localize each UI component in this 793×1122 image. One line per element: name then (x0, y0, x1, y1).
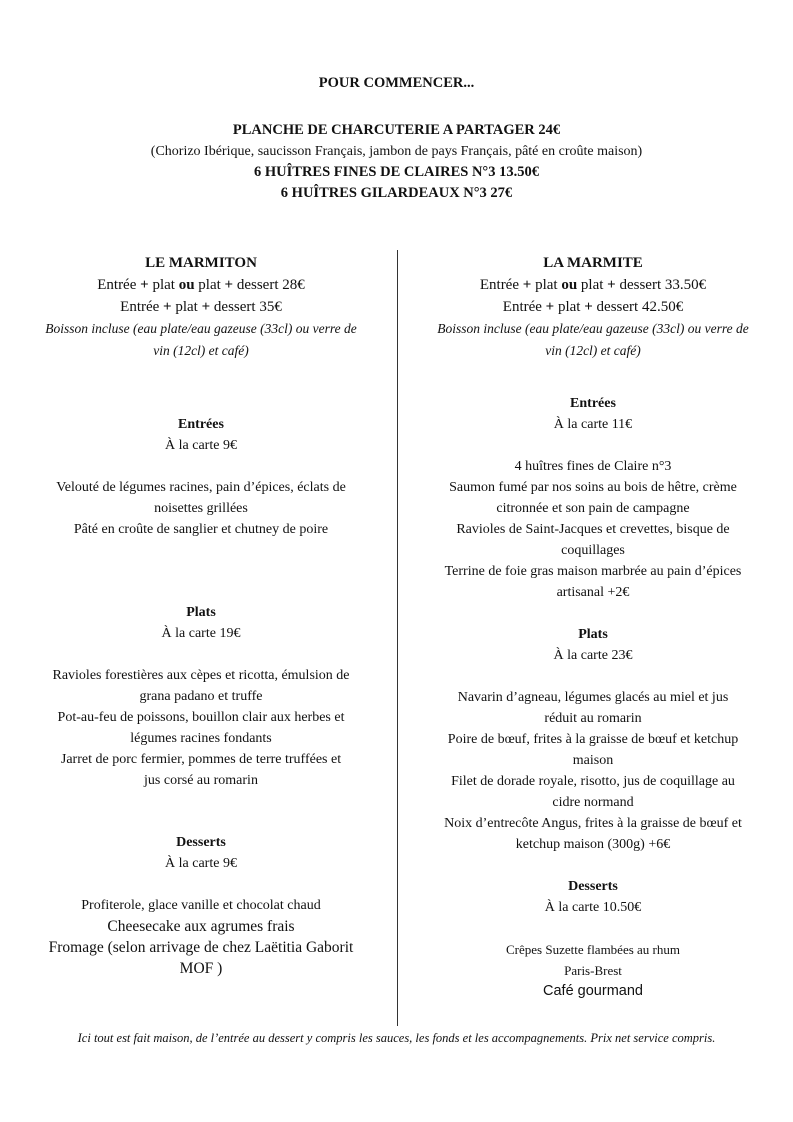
list-item: Saumon fumé par nos soins au bois de hêtre, crème (449, 480, 737, 495)
formula-price: dessert 33.50€ (619, 277, 707, 293)
formula-word: plat (557, 299, 581, 315)
list-item: Cheesecake aux agrumes frais (107, 918, 295, 935)
list-item: Noix d’entrecôte Angus, frites à la graisse de bœuf et (444, 816, 742, 831)
marmite-title: LA MARMITE (543, 255, 643, 271)
list-item: Poire de bœuf, frites à la graisse de bœuf et ketchup (447, 732, 739, 747)
formula-word: Entrée (479, 277, 519, 293)
list-item: artisanal +2€ (556, 585, 630, 600)
marmite-plats-head: Plats (578, 627, 608, 642)
list-item: Pâté en croûte de sanglier et chutney de poire (73, 522, 329, 537)
list-item: MOF ) (179, 960, 223, 977)
marmite-formula-2 (420, 296, 766, 318)
formula-or: ou (178, 277, 195, 293)
list-item: Fromage (selon arrivage de chez Laëtitia Gaborit (48, 939, 354, 956)
oysters-gilardeaux-line: 6 HUÎTRES GILARDEAUX N°3 27€ (280, 185, 513, 201)
list-item: jus corsé au romarin (144, 773, 258, 788)
formula-plus: + (607, 277, 616, 293)
list-item: Café gourmand (543, 983, 643, 999)
marmiton-formula-1 (26, 274, 376, 296)
marmiton-entrees-price: À la carte 9€ (165, 438, 237, 453)
column-divider (397, 250, 398, 1026)
marmiton-drink-line-1: Boisson incluse (eau plate/eau gazeuse (33cl) ou verre de (45, 321, 357, 336)
list-item: Terrine de foie gras maison marbrée au pain d’épices (444, 564, 742, 579)
marmiton-column (26, 252, 376, 979)
list-item: grana padano et truffe (139, 689, 263, 704)
list-item: Crêpes Suzette flambées au rhum (506, 942, 680, 957)
list-item: 4 huîtres fines de Claire n°3 (514, 459, 672, 474)
marmite-plats-price: À la carte 23€ (553, 648, 633, 663)
marmiton-plats-price: À la carte 19€ (161, 626, 241, 641)
marmite-desserts-price: À la carte 10.50€ (544, 900, 642, 915)
list-item: légumes racines fondants (130, 731, 272, 746)
formula-word: plat (198, 277, 221, 293)
formula-word: plat (175, 299, 198, 315)
list-item: Velouté de légumes racines, pain d’épices, éclats de (56, 480, 346, 495)
marmite-entrees-head: Entrées (570, 396, 616, 411)
platter-line: PLANCHE DE CHARCUTERIE A PARTAGER 24€ (232, 122, 561, 138)
formula-plus: + (140, 277, 149, 293)
marmiton-desserts-head: Desserts (176, 835, 226, 850)
formula-word: Entrée (502, 299, 542, 315)
marmiton-entrees-head: Entrées (178, 417, 224, 432)
formula-price: dessert 28€ (236, 277, 305, 293)
marmite-column (420, 252, 766, 1002)
formula-word: plat (535, 277, 558, 293)
list-item: Paris-Brest (564, 963, 622, 978)
marmite-desserts-head: Desserts (568, 879, 618, 894)
list-item: ketchup maison (300g) +6€ (515, 837, 671, 852)
list-item: Jarret de porc fermier, pommes de terre truffées et (60, 752, 342, 767)
formula-word: plat (152, 277, 175, 293)
list-item: coquillages (561, 543, 625, 558)
oysters-claires-line: 6 HUÎTRES FINES DE CLAIRES N°3 13.50€ (254, 164, 539, 180)
formula-price: dessert 35€ (213, 299, 282, 315)
marmiton-drink-line-2: vin (12cl) et café) (153, 343, 249, 358)
platter-detail: (Chorizo Ibérique, saucisson Français, jambon de pays Français, pâté en croûte maison) (150, 144, 643, 159)
marmite-formula-1 (420, 274, 766, 296)
marmiton-title: LE MARMITON (145, 255, 257, 271)
formula-plus: + (522, 277, 532, 293)
starters-section (0, 72, 793, 204)
list-item: réduit au romarin (544, 711, 642, 726)
formula-price: dessert 42.50€ (596, 299, 684, 315)
marmite-drink-line-2: vin (12cl) et café) (545, 343, 641, 358)
formula-word: Entrée (97, 277, 137, 293)
formula-or: ou (561, 277, 578, 293)
formula-plus: + (201, 299, 211, 315)
formula-plus: + (163, 299, 172, 315)
formula-plus: + (584, 299, 593, 315)
list-item: citronnée et son pain de campagne (496, 501, 690, 516)
marmiton-plats-head: Plats (186, 605, 216, 620)
starters-title: POUR COMMENCER... (318, 75, 475, 91)
footer-note: Ici tout est fait maison, de l’entrée au dessert y compris les sauces, les fonds et les accompagnements. Prix net service compris. (77, 1031, 716, 1045)
formula-plus: + (224, 277, 234, 293)
list-item: Ravioles de Saint-Jacques et crevettes, bisque de (456, 522, 730, 537)
list-item: Pot-au-feu de poissons, bouillon clair aux herbes et (57, 710, 345, 725)
list-item: cidre normand (552, 795, 634, 810)
list-item: Ravioles forestières aux cèpes et ricotta, émulsion de (52, 668, 350, 683)
list-item: Profiterole, glace vanille et chocolat chaud (81, 898, 321, 913)
formula-plus: + (545, 299, 555, 315)
list-item: Filet de dorade royale, risotto, jus de coquillage au (451, 774, 735, 789)
list-item: noisettes grillées (154, 501, 248, 516)
formula-word: plat (580, 277, 604, 293)
marmite-drink-line-1: Boisson incluse (eau plate/eau gazeuse (33cl) ou verre de (437, 321, 749, 336)
list-item: maison (572, 753, 614, 768)
marmite-entrees-price: À la carte 11€ (553, 417, 633, 432)
list-item: Navarin d’agneau, légumes glacés au miel et jus (457, 690, 729, 705)
marmiton-formula-2 (26, 296, 376, 318)
formula-word: Entrée (120, 299, 160, 315)
marmiton-desserts-price: À la carte 9€ (165, 856, 237, 871)
